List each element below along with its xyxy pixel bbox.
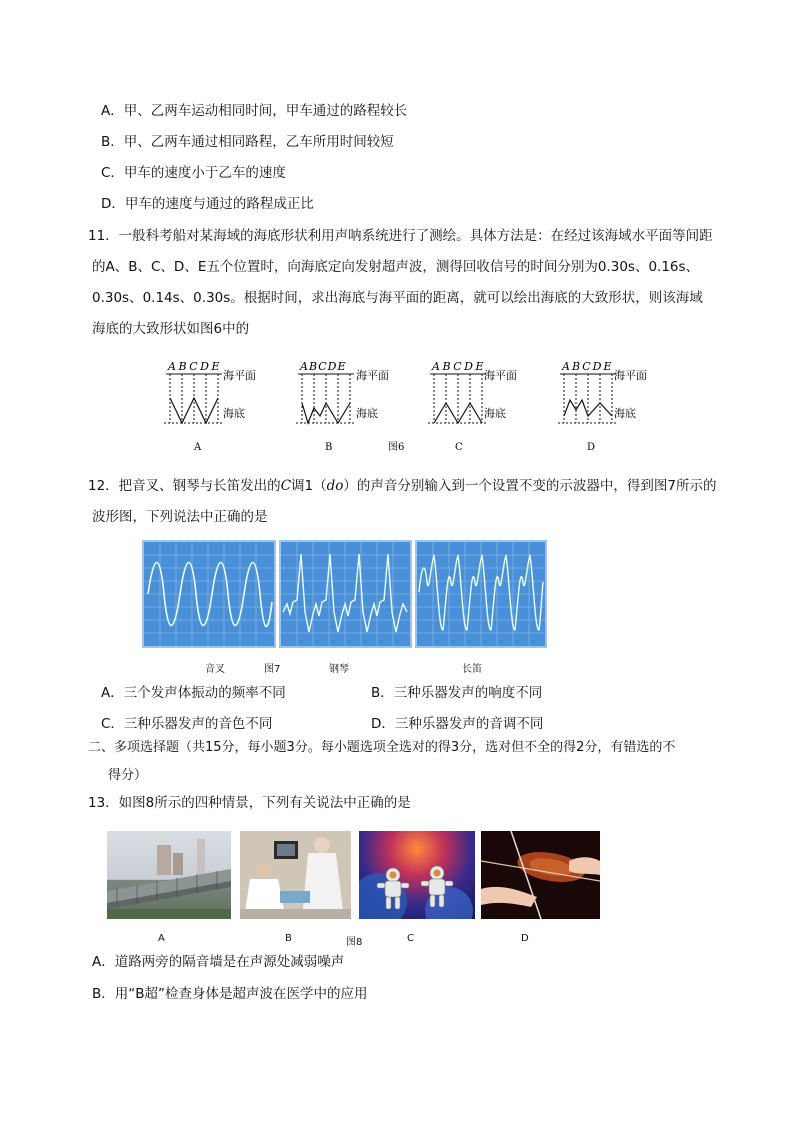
fig6-label-c: C (455, 442, 463, 453)
oscilloscope-piano (279, 540, 412, 648)
photo-astronauts-in-space (359, 831, 475, 919)
fig6-b-sea-level: 海平面 (356, 369, 389, 382)
q10-option-b: B．甲、乙两车通过相同路程，乙车所用时间较短 (101, 134, 394, 150)
q11-stem-line-1: 11．一般科考船对某海域的海底形状利用声呐系统进行了测绘。具体方法是：在经过该海域水平面等间距 (88, 228, 713, 244)
fig6-b-points-label: ABCDE (300, 360, 347, 373)
waveform-piano (281, 542, 410, 646)
sound-barrier-illustration (107, 831, 231, 919)
oscilloscope-tuning-fork (142, 540, 276, 648)
section-2-heading-line-1: 二、多项选择题（共15分，每小题3分。每小题选项全选对的得3分，选对但不全的得2分，有错选的不 (88, 740, 676, 755)
fig6-label-d: D (587, 442, 596, 453)
fig6-c-points-label: ABCDE (432, 360, 486, 373)
q11-stem-line-4: 海底的大致形状如图6中的 (92, 321, 250, 337)
q12-option-b: B．三种乐器发声的响度不同 (371, 685, 543, 701)
fig6-label-a: A (194, 442, 202, 453)
q11-stem-line-3: 0.30s、0.14s、0.30s。根据时间，求出海底与海平面的距离，就可以绘出海底的大致形状，则该海域 (92, 290, 703, 306)
fig8-label-b: B (285, 933, 292, 944)
fig8-label-a: A (158, 933, 165, 944)
fig6-a-sea-level: 海平面 (223, 369, 256, 382)
fig7-label-piano: 钢琴 (329, 664, 349, 675)
oscilloscope-flute (415, 540, 547, 648)
fig8-label-c: C (407, 933, 414, 944)
violin-illustration (481, 831, 600, 919)
fig7-label-flute: 长笛 (462, 664, 482, 675)
q13-option-b: B．用“B超”检查身体是超声波在医学中的应用 (92, 986, 368, 1002)
q11-stem-line-2: 的A、B、C、D、E五个位置时，向海底定向发射超声波，测得回收信号的时间分别为0.30s、0.16s、 (92, 259, 700, 275)
photo-b-ultrasound-exam (240, 831, 351, 919)
figure-6-option-c (428, 360, 517, 453)
q12-option-c: C．三种乐器发声的音色不同 (101, 716, 273, 732)
waveform-flute (417, 542, 545, 646)
fig6-d-sea-level: 海平面 (614, 369, 647, 382)
fig6-c-sea-level: 海平面 (484, 369, 517, 382)
q12-option-a: A．三个发声体振动的频率不同 (101, 685, 286, 701)
section-2-heading-line-2: 得分） (108, 768, 148, 783)
q10-option-c: C．甲车的速度小于乙车的速度 (101, 165, 286, 181)
fig6-label-b: B (325, 442, 333, 453)
ultrasound-illustration (240, 831, 351, 919)
figure-6-option-b (296, 360, 389, 453)
astronauts-illustration (359, 831, 475, 919)
fig8-caption: 图8 (346, 937, 363, 948)
fig6-d-points-label: ABCDE (562, 360, 614, 373)
q13-stem: 13．如图8所示的四种情景，下列有关说法中正确的是 (88, 795, 411, 811)
figure-6-option-a (164, 360, 256, 453)
fig6-a-sea-floor: 海底 (223, 407, 245, 420)
figure-6-option-d (558, 360, 647, 453)
fig7-caption: 图7 (264, 664, 281, 675)
q10-option-a: A．甲、乙两车运动相同时间，甲车通过的路程较长 (101, 103, 408, 119)
fig8-label-d: D (521, 933, 529, 944)
waveform-tuning-fork (144, 542, 274, 646)
q12-stem-line-1: 12．把音叉、钢琴与长笛发出的C调1（do）的声音分别输入到一个设置不变的示波器中，得到图7所示的 (88, 478, 717, 494)
q12-stem-line-2: 波形图，下列说法中正确的是 (92, 509, 268, 525)
photo-sound-barrier-road (107, 831, 231, 919)
fig6-a-points-label: ABCDE (168, 360, 222, 373)
fig7-label-tuning-fork: 音叉 (205, 664, 225, 675)
fig6-caption: 图6 (388, 442, 405, 453)
fig6-c-sea-floor: 海底 (484, 407, 506, 420)
fig6-d-sea-floor: 海底 (614, 407, 636, 420)
figure-6 (160, 358, 680, 458)
q12-option-d: D．三种乐器发声的音调不同 (371, 716, 544, 732)
photo-violin-playing (481, 831, 600, 919)
q13-option-a: A．道路两旁的隔音墙是在声源处减弱噪声 (92, 954, 345, 970)
q10-option-d: D．甲车的速度与通过的路程成正比 (101, 196, 314, 212)
fig6-b-sea-floor: 海底 (356, 407, 378, 420)
